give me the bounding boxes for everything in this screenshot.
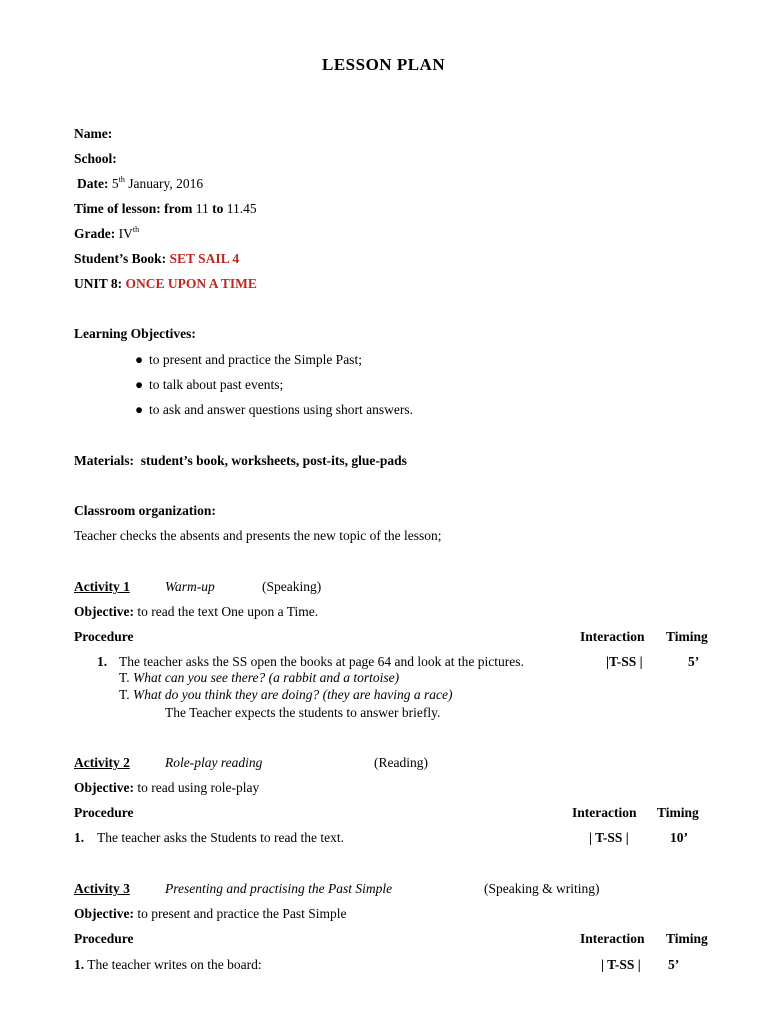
time-start: 11 [195, 201, 209, 216]
materials-value: student’s book, worksheets, post-its, glue-pads [140, 453, 407, 468]
sub-line-text: What can you see there? (a rabbit and a tortoise) [133, 670, 400, 685]
date-line [77, 176, 203, 192]
activity-3-name: Presenting and practising the Past Simple [165, 881, 393, 896]
activity-2-objective [74, 780, 259, 796]
book-line [74, 251, 239, 267]
objective-item [135, 377, 283, 393]
interaction-header: Interaction [580, 629, 645, 644]
sub-line [119, 670, 399, 686]
objective-value: to present and practice the Past Simple [137, 906, 347, 921]
step-text: The teacher asks the SS open the books at page 64 and look at the pictures. [119, 654, 524, 669]
time-line [74, 201, 257, 217]
activity-2-name: Role-play reading [165, 755, 263, 770]
sub-line-prefix: T. [119, 670, 130, 685]
grade-line [74, 226, 139, 242]
school-label: School: [74, 151, 117, 166]
interaction-value: | T-SS | [601, 957, 641, 972]
grade-value: IV [118, 226, 133, 241]
activity-2-skill: (Reading) [374, 755, 428, 770]
date-day: 5 [111, 176, 119, 191]
sub-line-text: What do you think they are doing? (they are having a race) [133, 687, 453, 702]
objectives-heading: Learning Objectives: [74, 326, 196, 341]
activity-1-label: Activity 1 [74, 579, 130, 594]
step-number: 1. [74, 830, 85, 845]
procedure-label: Procedure [74, 629, 134, 644]
bullet-icon: ● [135, 402, 144, 417]
activity-2-label: Activity 2 [74, 755, 130, 770]
objective-label: Objective: [74, 780, 134, 795]
objective-item [135, 402, 413, 418]
materials-label: Materials: [74, 453, 134, 468]
objective-label: Objective: [74, 604, 134, 619]
time-from: from [164, 201, 193, 216]
timing-header: Timing [657, 805, 699, 820]
time-label: Time of lesson: [74, 201, 161, 216]
objective-text: to talk about past events; [149, 377, 284, 392]
interaction-value: | T-SS | [589, 830, 629, 845]
objective-value: to read using role-play [137, 780, 260, 795]
name-line [74, 126, 112, 142]
unit-line [74, 276, 257, 292]
time-end: 11.45 [226, 201, 257, 216]
timing-value: 5’ [668, 957, 680, 972]
bullet-icon: ● [135, 377, 144, 392]
date-label: Date: [77, 176, 109, 191]
materials-line [74, 453, 407, 469]
activity-3-objective [74, 906, 347, 922]
time-to: to [212, 201, 224, 216]
interaction-header: Interaction [572, 805, 637, 820]
classroom-text: Teacher checks the absents and presents the new topic of the lesson; [74, 528, 442, 543]
step-number: 1. [74, 957, 85, 972]
activity-3-skill: (Speaking & writing) [484, 881, 600, 896]
activity-3-label: Activity 3 [74, 881, 130, 896]
sub-line [119, 687, 453, 703]
timing-header: Timing [666, 931, 708, 946]
objective-value: to read the text One upon a Time. [137, 604, 319, 619]
timing-header: Timing [666, 629, 708, 644]
bullet-icon: ● [135, 352, 144, 367]
interaction-value: |T-SS | [606, 654, 643, 669]
objective-item [135, 352, 362, 368]
activity-1-objective [74, 604, 318, 620]
procedure-label: Procedure [74, 805, 134, 820]
school-line [74, 151, 117, 167]
sub-line-prefix: T. [119, 687, 130, 702]
activity-1-skill: (Speaking) [262, 579, 322, 594]
step-number: 1. [97, 654, 108, 669]
objective-label: Objective: [74, 906, 134, 921]
step-text: The teacher asks the Students to read the text. [97, 830, 345, 845]
book-label: Student’s Book: [74, 251, 167, 266]
name-label: Name: [74, 126, 113, 141]
book-value: SET SAIL 4 [169, 251, 240, 266]
unit-label: UNIT 8: [74, 276, 123, 291]
grade-label: Grade: [74, 226, 116, 241]
step-line [74, 957, 262, 973]
grade-sup: th [132, 225, 140, 234]
classroom-heading: Classroom organization: [74, 503, 216, 518]
objective-text: to present and practice the Simple Past; [149, 352, 362, 367]
step-text: The teacher writes on the board: [87, 957, 262, 972]
timing-value: 10’ [670, 830, 688, 845]
timing-value: 5’ [688, 654, 700, 669]
activity-1-name: Warm-up [165, 579, 215, 594]
activity-note: The Teacher expects the students to answer briefly. [165, 705, 441, 720]
procedure-label: Procedure [74, 931, 134, 946]
date-rest: January, 2016 [128, 176, 204, 191]
unit-value: ONCE UPON A TIME [125, 276, 257, 291]
interaction-header: Interaction [580, 931, 645, 946]
objective-text: to ask and answer questions using short answers. [149, 402, 413, 417]
page-title: LESSON PLAN [322, 55, 446, 74]
date-sup: th [118, 175, 125, 184]
